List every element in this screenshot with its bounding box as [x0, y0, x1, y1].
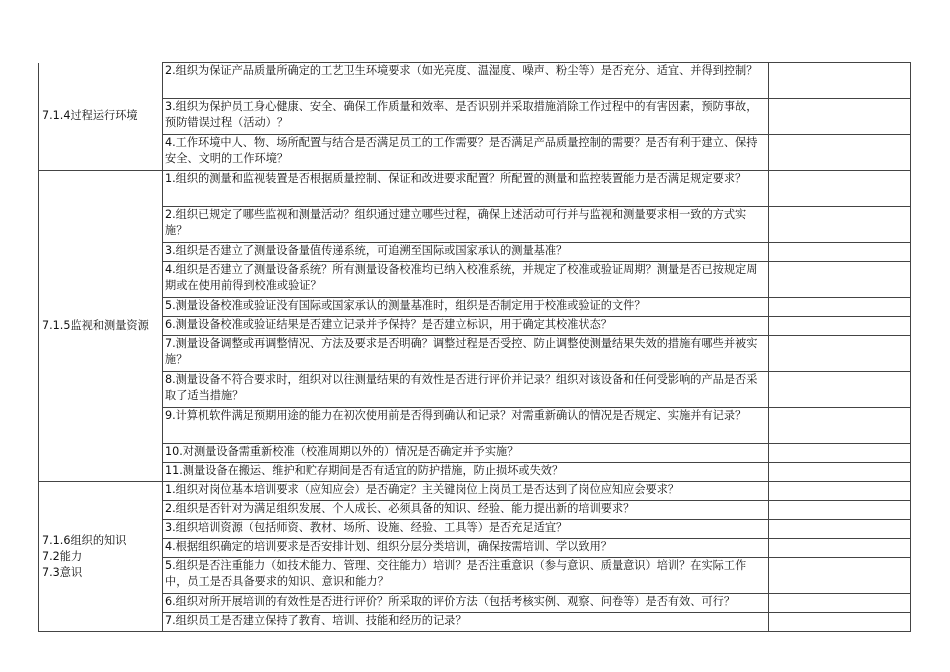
section-label: 7.1.6组织的知识 — [42, 533, 127, 547]
table-row — [39, 613, 911, 632]
section-label: 7.1.4过程运行环境 — [42, 109, 138, 123]
checklist-item: 3.组织培训资源（包括师资、教材、场所、设施、经验、工具等）是否充足适宜？ — [163, 520, 769, 539]
answer-cell[interactable] — [769, 207, 911, 243]
table-row — [39, 482, 911, 501]
table-row — [39, 539, 911, 558]
answer-cell[interactable] — [769, 298, 911, 317]
answer-cell[interactable] — [769, 444, 911, 463]
answer-cell[interactable] — [769, 99, 911, 135]
answer-cell[interactable] — [769, 63, 911, 99]
table-row — [39, 171, 911, 207]
table-row — [39, 594, 911, 613]
answer-cell[interactable] — [769, 501, 911, 520]
answer-cell[interactable] — [769, 482, 911, 501]
section-label-cell — [39, 63, 163, 171]
checklist-item: 5.测量设备校准或验证没有国际或国家承认的测量基准时，组织是否制定用于校准或验证的文件？ — [163, 298, 769, 317]
table-row — [39, 317, 911, 336]
checklist-item: 9.计算机软件满足预期用途的能力在初次使用前是否得到确认和记录？对需重新确认的情况是否规定、实施并有记录？ — [163, 408, 769, 444]
checklist-item: 1.组织的测量和监视装置是否根据质量控制、保证和改进要求配置？所配置的测量和监控装置能力是否满足规定要求？ — [163, 171, 769, 207]
answer-cell[interactable] — [769, 558, 911, 594]
checklist-item: 11.测量设备在搬运、维护和贮存期间是否有适宜的防护措施，防止损坏或失效？ — [163, 463, 769, 482]
answer-cell[interactable] — [769, 171, 911, 207]
table-row — [39, 558, 911, 594]
answer-cell[interactable] — [769, 408, 911, 444]
table-row — [39, 408, 911, 444]
checklist-item: 7.组织员工是否建立保持了教育、培训、技能和经历的记录？ — [163, 613, 769, 632]
answer-cell[interactable] — [769, 336, 911, 372]
table-row — [39, 262, 911, 298]
table-row — [39, 298, 911, 317]
checklist-item: 4.工作环境中人、物、场所配置与结合是否满足员工的工作需要？是否满足产品质量控制的需要？是否有利于建立、保持安全、文明的工作环境？ — [163, 135, 769, 171]
answer-cell[interactable] — [769, 243, 911, 262]
table-row — [39, 372, 911, 408]
checklist-item: 7.测量设备调整或再调整情况、方法及要求是否明确？调整过程是否受控、防止调整使测量结果失效的措施有哪些并被实施？ — [163, 336, 769, 372]
table-row — [39, 501, 911, 520]
checklist-item: 10.对测量设备需重新校准（校准周期以外的）情况是否确定并予实施？ — [163, 444, 769, 463]
checklist-item: 8.测量设备不符合要求时，组织对以往测量结果的有效性是否进行评价并记录？组织对该设备和任何受影响的产品是否采取了适当措施？ — [163, 372, 769, 408]
checklist-item: 4.组织是否建立了测量设备系统？所有测量设备校准均已纳入校准系统，并规定了校准或验证周期？测量是否已按规定周期或在使用前得到校准或验证？ — [163, 262, 769, 298]
checklist-item: 2.组织是否针对为满足组织发展、个人成长、必须具备的知识、经验、能力提出新的培训要求？ — [163, 501, 769, 520]
answer-cell[interactable] — [769, 613, 911, 632]
answer-cell[interactable] — [769, 372, 911, 408]
table-row — [39, 463, 911, 482]
section-label: 7.3意识 — [42, 565, 83, 579]
answer-cell[interactable] — [769, 135, 911, 171]
checklist-item: 6.测量设备校准或验证结果是否建立记录并予保持？是否建立标识，用于确定其校准状态？ — [163, 317, 769, 336]
answer-cell[interactable] — [769, 539, 911, 558]
table-row — [39, 444, 911, 463]
table-row — [39, 520, 911, 539]
section-label-cell — [39, 171, 163, 482]
answer-cell[interactable] — [769, 317, 911, 336]
table-row — [39, 336, 911, 372]
table-row — [39, 99, 911, 135]
audit-checklist-sheet — [38, 62, 910, 632]
checklist-item: 1.组织对岗位基本培训要求（应知应会）是否确定？主关键岗位上岗员工是否达到了岗位应知应会要求？ — [163, 482, 769, 501]
table-row — [39, 243, 911, 262]
section-label: 7.2能力 — [42, 549, 83, 563]
checklist-item: 6.组织对所开展培训的有效性是否进行评价？所采取的评价方法（包括考核实例、观察、问卷等）是否有效、可行？ — [163, 594, 769, 613]
answer-cell[interactable] — [769, 594, 911, 613]
answer-cell[interactable] — [769, 262, 911, 298]
checklist-item: 5.组织是否注重能力（如技术能力、管理、交往能力）培训？是否注重意识（参与意识、质量意识）培训？在实际工作中，员工是否具备要求的知识、意识和能力？ — [163, 558, 769, 594]
checklist-table — [38, 62, 911, 632]
table-row — [39, 135, 911, 171]
checklist-item: 3.组织是否建立了测量设备量值传递系统，可追溯至国际或国家承认的测量基准？ — [163, 243, 769, 262]
section-label-cell — [39, 482, 163, 632]
section-label: 7.1.5监视和测量资源 — [42, 319, 149, 332]
checklist-item: 2.组织已规定了哪些监视和测量活动？组织通过建立哪些过程，确保上述活动可行并与监视和测量要求相一致的方式实施？ — [163, 207, 769, 243]
checklist-item: 2.组织为保证产品质量所确定的工艺卫生环境要求（如光亮度、温湿度、噪声、粉尘等）是否充分、适宜、并得到控制？ — [163, 63, 769, 99]
checklist-item: 4.根据组织确定的培训要求是否安排计划、组织分层分类培训，确保按需培训、学以致用？ — [163, 539, 769, 558]
checklist-item: 3.组织为保护员工身心健康、安全、确保工作质量和效率、是否识别并采取措施消除工作过程中的有害因素，预防事故，预防错误过程（活动）？ — [163, 99, 769, 135]
answer-cell[interactable] — [769, 463, 911, 482]
table-row — [39, 63, 911, 99]
table-row — [39, 207, 911, 243]
answer-cell[interactable] — [769, 520, 911, 539]
